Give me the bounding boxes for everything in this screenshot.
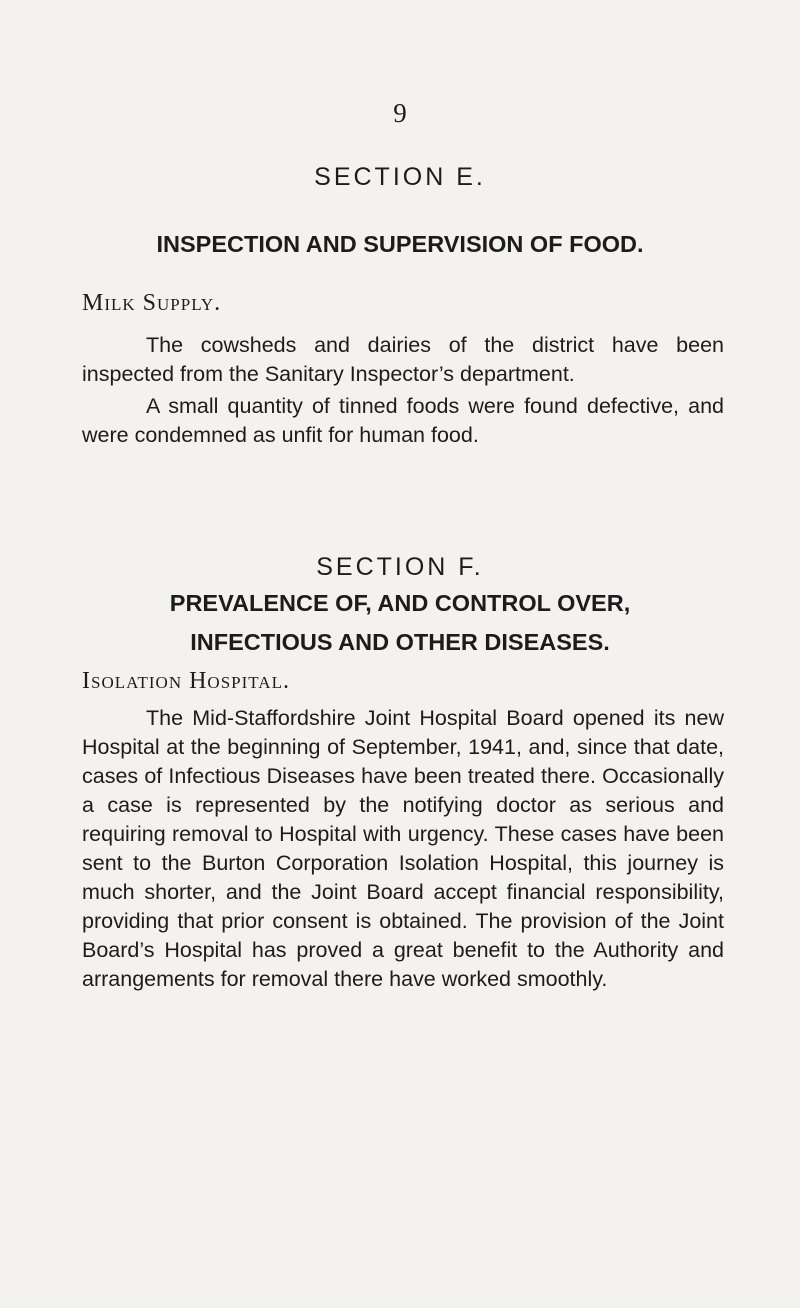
section-f-title-line-1: PREVALENCE OF, AND CONTROL OVER, [169, 590, 631, 616]
isolation-hospital-paragraph: The Mid-Staffordshire Joint Hospital Board opened its new Hospital at the beginning of September, 1941, and, since that date, cases of Infectious Diseases have been treated there. Occasionally a case is represented by the notifying doctor as serious and requiring removal to Hospital with urgency. These cases have been sent to the Burton Corporation Isolation Hospital, this journey is much shorter, and the Joint Board accept financial responsibility, providing that prior consent is obtained. The provision of the Joint Board’s Hospital has proved a great benefit to the Authority and arrangements for removal there have worked smoothly. [82, 706, 724, 991]
isolation-hospital-subheading: Isolation Hospital. [82, 668, 290, 694]
section-e-title: INSPECTION AND SUPERVISION OF FOOD. [156, 231, 644, 257]
milk-supply-subheading: Milk Supply. [82, 290, 222, 316]
milk-supply-paragraph-1: The cowsheds and dairies of the district have been inspected from the Sanitary Inspector’s department. [82, 333, 724, 386]
section-f-heading: SECTION F. [316, 553, 484, 581]
page-number: 9 [393, 98, 407, 128]
section-f-title-line-2: INFECTIOUS AND OTHER DISEASES. [190, 629, 610, 655]
section-f-title [0, 584, 800, 662]
milk-supply-paragraph-2: A small quantity of tinned foods were found defective, and were condemned as unfit for human food. [82, 394, 724, 447]
section-e-heading: SECTION E. [314, 163, 486, 191]
